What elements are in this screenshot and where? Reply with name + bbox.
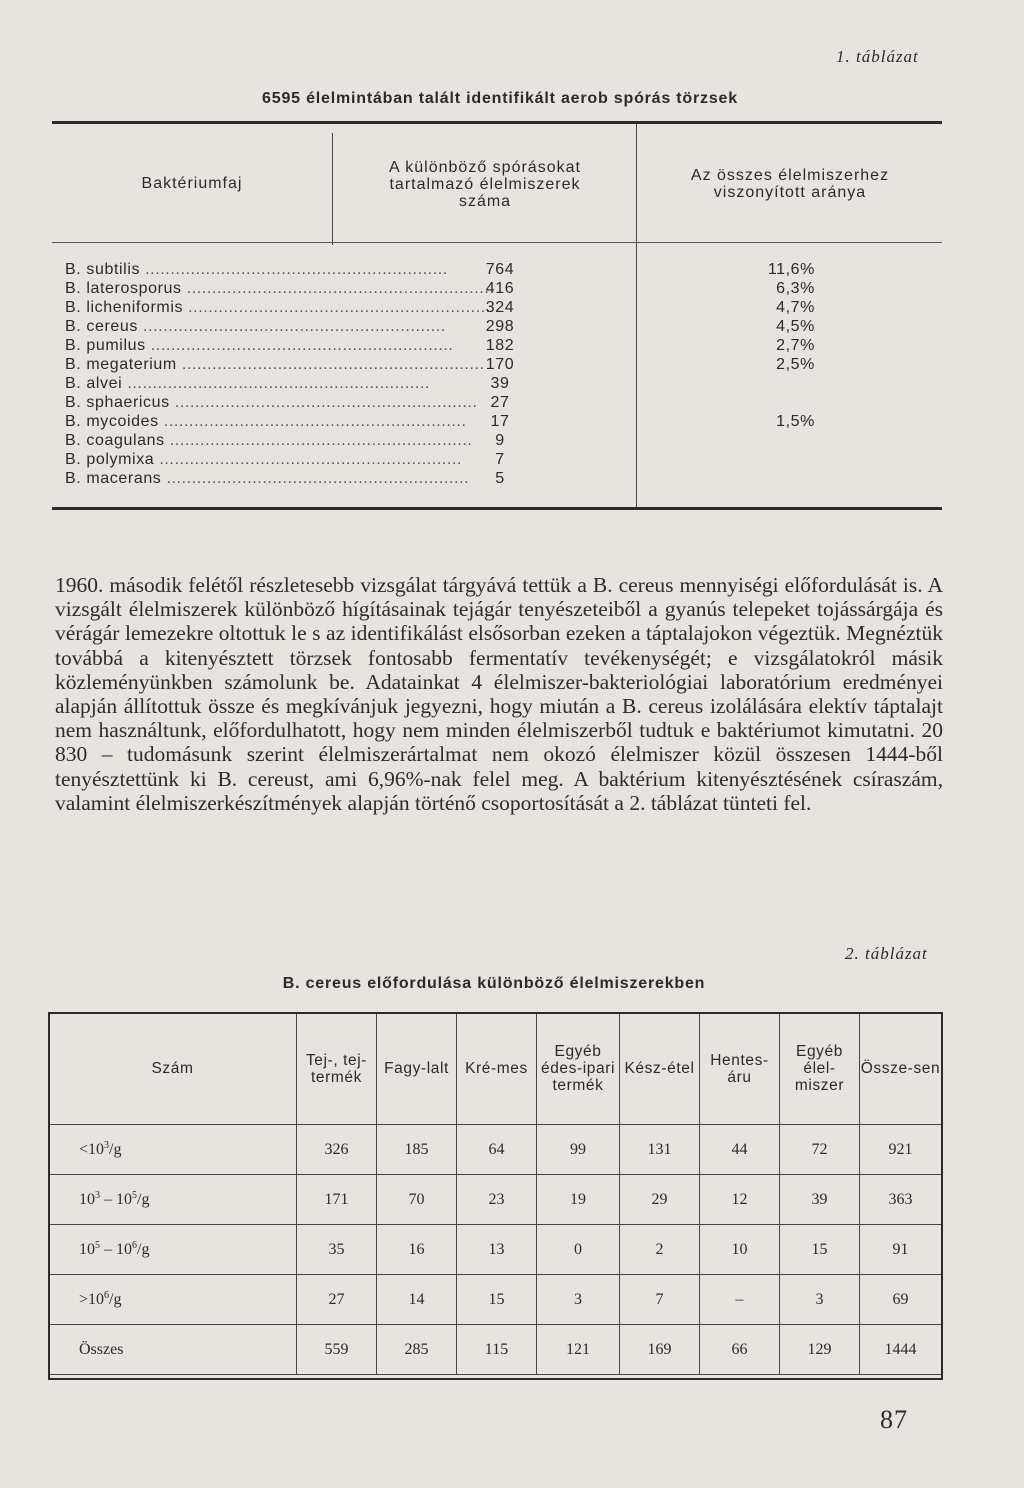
table1-divider [332,133,333,245]
table2-cell: 44 [700,1125,780,1175]
table2-header-row [49,1013,942,1125]
range-label: $10^3 - 10^5/g$ [49,1175,297,1225]
table1-header-species: Baktériumfaj [141,175,243,192]
table2-cell: 3 [537,1275,620,1325]
table2-row [49,1125,942,1175]
table2 [48,1012,941,1378]
table2-cell: – [700,1275,780,1325]
species-name: B. cereus ............................................................ [65,318,446,335]
sample-count: 27 [490,394,510,411]
table2-title: B. cereus előfordulása különböző élelmiszerekben [282,975,706,992]
table2-cell: 91 [860,1225,942,1275]
table2-cell: 115 [457,1325,537,1375]
table2-row [49,1225,942,1275]
table1-number: 1. táblázat [836,47,919,66]
species-name: B. megaterium ............................................................ [65,356,485,373]
sample-count: 9 [495,432,505,449]
table2-cell: 2 [620,1225,700,1275]
table2-header-cell: Szám [49,1013,297,1125]
table1-header-count: A különböző spórásokat tartalmazó élelmiszerek száma [389,159,581,210]
table1-title: 6595 élelmintában talált identifikált aerob spórás törzsek [262,90,738,107]
sample-count: 5 [495,470,505,487]
table2-cell: 64 [457,1125,537,1175]
table2-cell: 285 [377,1325,457,1375]
range-label: $>10^6/g$ [49,1275,297,1325]
percentage: 2,7% [776,337,815,354]
sample-count: 764 [485,261,515,278]
species-name: B. mycoides ............................................................ [65,413,467,430]
table2-cell: 16 [377,1225,457,1275]
table2-cell: 0 [537,1225,620,1275]
species-name: B. pumilus ............................................................ [65,337,454,354]
percentage: 2,5% [776,356,815,373]
table2-cell: 131 [620,1125,700,1175]
species-name: B. subtilis ............................................................ [65,261,448,278]
table2-header-cell: Tej-, tej-termék [297,1013,377,1125]
table2-number: 2. táblázat [845,944,928,963]
table2-cell: 66 [700,1325,780,1375]
table2-header-cell: Fagy-lalt [377,1013,457,1125]
percentage: 4,7% [776,299,815,316]
table2-row [49,1275,942,1325]
table1-divider [636,124,637,507]
species-name: B. sphaericus ............................................................ [65,394,478,411]
sample-count: 324 [485,299,515,316]
table2-header-cell: Kész-étel [620,1013,700,1125]
table1-header-ratio: Az összes élelmiszerhez viszonyított aránya [690,167,890,201]
percentage: 11,6% [767,261,815,278]
table2-cell: 7 [620,1275,700,1325]
percentage: 1,5% [776,413,815,430]
species-name: B. polymixa ............................................................ [65,451,463,468]
table2-cell: 14 [377,1275,457,1325]
table2-cell: 3 [780,1275,860,1325]
table2-cell: 121 [537,1325,620,1375]
table2-cell: 129 [780,1325,860,1375]
sample-count: 7 [495,451,505,468]
species-name: B. laterosporus ............................................................ [65,280,490,297]
sample-count: 170 [485,356,515,373]
percentage: 4,5% [776,318,815,335]
table2-cell: 23 [457,1175,537,1225]
table1-header-rule [52,242,942,243]
table2-cell: 559 [297,1325,377,1375]
table2-cell: 15 [457,1275,537,1325]
table2-header-cell: Kré-mes [457,1013,537,1125]
table1-bottom-rule [52,507,942,510]
table2-cell: 12 [700,1175,780,1225]
table2-cell: 185 [377,1125,457,1175]
table1-top-rule [52,121,942,124]
table2-header-cell: Egyéb édes-ipari termék [537,1013,620,1125]
table2-row [49,1325,942,1375]
page-number: 87 [880,1405,908,1434]
sample-count: 416 [485,280,515,297]
table2-cell: 39 [780,1175,860,1225]
table2-cell: 70 [377,1175,457,1225]
table2-header-cell: Össze-sen [860,1013,942,1125]
table2-cell: 72 [780,1125,860,1175]
table2-cell: 326 [297,1125,377,1175]
percentage: 6,3% [776,280,815,297]
table2-body [49,1125,942,1375]
sample-count: 182 [485,337,515,354]
body-paragraph: 1960. második felétől részletesebb vizsgálat tárgyává tettük a B. cereus mennyiségi előfordulását is. A vizsgált élelmiszerek különböző hígításainak tejágár tenyészeteiből a gyanús telepeket tojássárgája és vérágár lemezekre oltottuk le s az identifikálást elsősorban ezeken a táptalajokon végeztük. Megnéztük továbbá a kitenyésztett törzsek fontosabb fermentatív tevékenységét; e vizsgálatokról másik közleményünkben számolunk be. Adatainkat 4 élelmiszer-bakteriológiai laboratórium eredményei alapján állítottuk össze és megkívánjuk jegyezni, hogy miután a B. cereus izolálására elektív táptalajt nem használtunk, előfordulhatott, hogy nem minden élelmiszerből tudtuk e baktériumot kimutatni. 20 830 – tudomásunk szerint élelmiszerártalmat nem okozó élelmiszer közül összesen 1444-ből tenyésztettünk ki B. cereust, ami 6,96%-nak felel meg. A baktérium kitenyésztésének csíraszám, valamint élelmiszerkészítmények alapján történő csoportosítását a 2. táblázat tünteti fel. [55,573,943,815]
table2-cell: 363 [860,1175,942,1225]
table2-header-cell: Hentes-áru [700,1013,780,1125]
species-name: B. licheniformis ............................................................ [65,299,491,316]
table2-cell: 27 [297,1275,377,1325]
table2-cell: 35 [297,1225,377,1275]
table2-cell: 13 [457,1225,537,1275]
species-name: B. coagulans ............................................................ [65,432,473,449]
table2-cell: 171 [297,1175,377,1225]
species-name: B. macerans ............................................................ [65,470,470,487]
sample-count: 298 [485,318,515,335]
sample-count: 17 [490,413,510,430]
table2-header-cell: Egyéb élel-miszer [780,1013,860,1125]
sample-count: 39 [490,375,510,392]
table2-cell: 19 [537,1175,620,1225]
table2-cell: 10 [700,1225,780,1275]
table2-cell: 99 [537,1125,620,1175]
table2-cell: 169 [620,1325,700,1375]
table2-row [49,1175,942,1225]
range-label: Összes [49,1325,297,1375]
table2-cell: 69 [860,1275,942,1325]
table2-cell: 29 [620,1175,700,1225]
table2-cell: 1444 [860,1325,942,1375]
range-label: $10^5 - 10^6/g$ [49,1225,297,1275]
table2-cell: 921 [860,1125,942,1175]
table1 [52,121,942,510]
table2-cell: 15 [780,1225,860,1275]
range-label: $<10^3/g$ [49,1125,297,1175]
species-name: B. alvei ............................................................ [65,375,431,392]
